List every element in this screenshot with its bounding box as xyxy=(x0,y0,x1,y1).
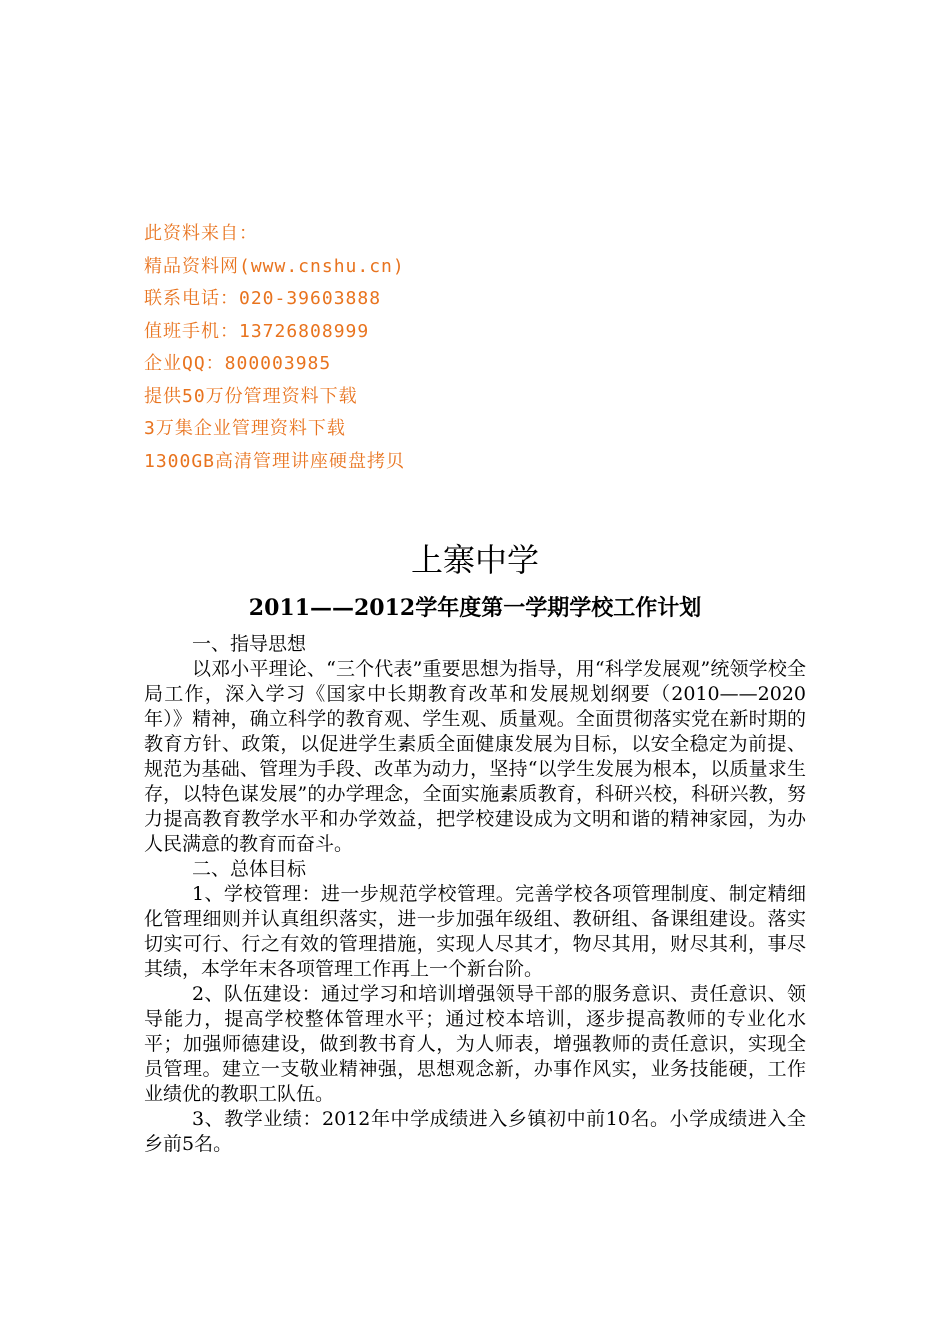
school-name: 上寨中学 xyxy=(410,541,539,579)
promo-offer-line: 3万集企业管理资料下载 xyxy=(144,418,346,439)
promo-source-line: 此资料来自： xyxy=(144,223,258,244)
section-heading: 一、指导思想 xyxy=(192,633,307,655)
promo-offer-line: 提供50万份管理资料下载 xyxy=(144,385,358,407)
promo-block xyxy=(144,218,604,478)
promo-website-line: 精品资料网(www.cnshu.cn) xyxy=(144,255,405,277)
paragraph: 3、教学业绩：2012年中学成绩进入乡镇初中前10名。小学成绩进入全乡前5名。 xyxy=(144,1108,806,1155)
promo-offer-line: 1300GB高清管理讲座硬盘拷贝 xyxy=(144,450,406,472)
paragraph: 1、学校管理：进一步规范学校管理。完善学校各项管理制度、制定精细化管理细则并认真组织落实，进一步加强年级组、教研组、备课组建设。落实切实可行、行之有效的管理措施，实现人尽其才，物尽其用，财尽其利，事尽其绩，本学年末各项管理工作再上一个新台阶。 xyxy=(144,883,806,980)
paragraph: 2、队伍建设：通过学习和培训增强领导干部的服务意识、责任意识、领导能力，提高学校整体管理水平；通过校本培训，逐步提高教师的专业化水平；加强师德建设，做到教书育人，为人师表，增强教师的责任意识，实现全员管理。建立一支敬业精神强，思想观念新，办事作风实，业务技能硬，工作业绩优的教职工队伍。 xyxy=(144,983,806,1105)
document-title: 2011——2012学年度第一学期学校工作计划 xyxy=(248,595,702,621)
promo-phone-line: 联系电话：020-39603888 xyxy=(144,288,382,309)
section-heading: 二、总体目标 xyxy=(192,858,307,880)
promo-mobile-line: 值班手机：13726808999 xyxy=(144,320,370,342)
promo-qq-line: 企业QQ：800003985 xyxy=(144,353,332,374)
paragraph: 以邓小平理论、“三个代表”重要思想为指导，用“科学发展观”统领学校全局工作，深入学习《国家中长期教育改革和发展规划纲要（2010——2020年）》精神，确立科学的教育观、学生观、质量观。全面贯彻落实党在新时期的教育方针、政策，以促进学生素质全面健康发展为目标，以安全稳定为前提、规范为基础、管理为手段、改革为动力，坚持“以学生发展为根本，以质量求生存，以特色谋发展”的办学理念，全面实施素质教育，科研兴校，科研兴教，努力提高教育教学水平和办学效益，把学校建设成为文明和谐的精神家园，为办人民满意的教育而奋斗。 xyxy=(144,658,806,855)
document-body xyxy=(144,632,806,1157)
